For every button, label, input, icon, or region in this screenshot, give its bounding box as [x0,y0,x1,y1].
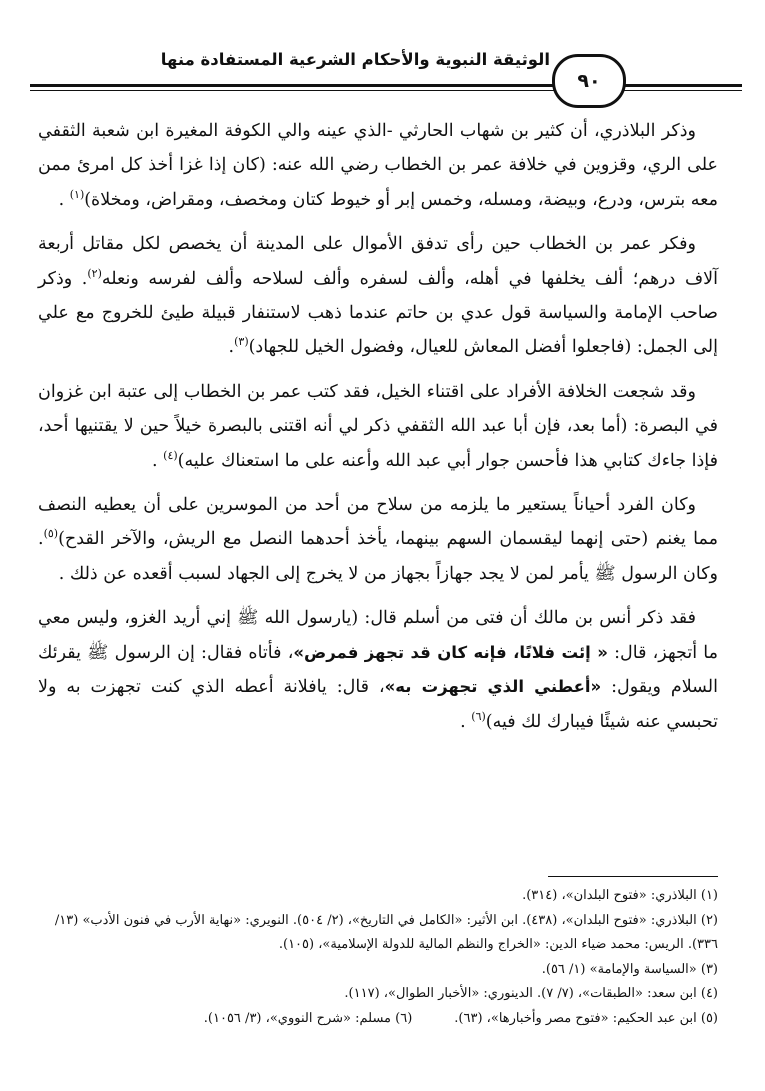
footnote-ref: (٦) [471,709,486,723]
paragraph [38,114,718,217]
footnote-2: (٢) البلاذري: «فتوح البلدان»، (٤٣٨). ابن الأثير: «الكامل في التاريخ»، (٢/ ٥٠٤). النويري: «نهاية الأرب في فنون الأدب» (١٣/ ٣٣٦). الريس: محمد ضياء الدين: «الخراج والنظم المالية للدولة الإسلامية»، (١٠٥). [54,912,718,953]
footnote-4: (٤) ابن سعد: «الطبقات»، (٧/ ٧). الدينوري: «الأخبار الطوال»، (١١٧). [344,986,718,1002]
footnote-ref: (٤) [163,448,178,462]
paragraph-text: وفكر عمر بن الخطاب حين رأى تدفق الأموال على المدينة أن يخصص لكل مقاتل أربعة آلاف درهم؛ ألف يخلفها في أهله، وألف لسفره وألف لسلاحه وألف لفرسه ونعله [38,234,718,289]
footnote-ref: (٢) [87,266,102,280]
paragraph-text: وذكر البلاذري، أن كثير بن شهاب الحارثي -الذي عينه والي الكوفة المغيرة ابن شعبة الثقفي على الري، وقزوين في خلافة عمر بن الخطاب رضي الله عنه: (كان إذا غزا أخذ كل امرئ ممن معه بترس، ودرع، وبيضة، ومسله، وخمس إبر أو خيوط كتان ومخصف، ومقراض، ومخلاة) [38,121,718,210]
footnote-ref: (١) [69,187,85,201]
footnotes [38,884,718,1032]
paragraph-text: . [460,711,472,732]
body-text [38,114,718,739]
footnote-ref: (٣) [234,335,249,349]
paragraph [38,601,718,739]
hadith-quote: «أعطني الذي تجهزت به» [384,677,602,697]
paragraph-text: وقد شجعت الخلافة الأفراد على اقتناء الخيل، فقد كتب عمر بن الخطاب إلى عتبة ابن غزوان في البصرة: (أما بعد، فإن أبا عبد الله الثقفي ذكر لي أنه اقتنى بالبصرة خيلاً حين لا يقتنيها أحد، فإذا جاءك كتابي هذا فأحسن جوار أبي عبد الله وأعنه على ما استعناك عليه) [38,381,718,471]
paragraph-text: . [228,337,235,358]
page-number: ٩٠ [552,54,626,108]
paragraph-text: ، فأتاه فقال: إن الرسول ﷺ يقرئك السلام ويقول: [38,642,718,698]
footnote-row [38,1007,718,1032]
hadith-quote: « إئت فلانًا، فإنه كان قد تجهز فمرض» [293,642,608,662]
paragraph-text: ، قال: يافلانة أعطه الذي كنت تجهزت به ولا تحبسي عنه شيئًا فيبارك لك فيه) [38,677,718,732]
footnote-6: (٦) مسلم: «شرح النووي»، (٣/ ١٠٥٦). [203,1010,413,1026]
footnote-ref: (٥) [43,527,59,541]
header-rule [30,84,560,87]
paragraph-text: . [58,189,70,210]
paragraph-text: وكان الفرد أحياناً يستعير ما يلزمه من سلاح من أحد من الموسرين على أن يعطيه النصف مما يغنم (حتى إنهما ليقسمان السهم بينهما، يأخذ أحدهما النصل مع الريش، والآخر القدح) [38,495,718,550]
header-rule-thin [30,90,560,91]
header-rule-right [620,84,742,87]
paragraph-text: . وكان الرسول ﷺ يأمر لمن لا يجد جهازاً بجهاز من لا يخرج إلى الجهاد لسبب أقعده عن ذلك . [38,529,718,584]
footnote-3: (٣) «السياسة والإمامة» (١/ ٥٦). [541,961,718,977]
page-header [30,40,745,110]
footnote-1: (١) البلاذري: «فتوح البلدان»، (٣١٤). [522,888,718,903]
paragraph [38,375,718,478]
footnote-separator [548,876,718,877]
paragraph [38,227,718,365]
header-rule-right-thin [620,90,742,91]
paragraph-text: . [152,450,164,471]
paragraph-text: . وذكر صاحب الإمامة والسياسة قول عدي بن حاتم عندما ذهب لاستنفار قبيلة طيئ للخروج مع علي إلى الجمل: (فاجعلوا أفضل المعاش للعيال، وفضول الخيل للجهاد) [38,268,718,358]
paragraph [38,488,718,591]
running-title: الوثيقة النبوية والأحكام الشرعية المستفادة منها [160,50,550,69]
footnote-5: (٥) ابن عبد الحكيم: «فتوح مصر وأخبارها»، (٦٣). [454,1010,718,1026]
paragraph-text: فقد ذكر أنس بن مالك أن فتى من أسلم قال: (يارسول الله ﷺ إني أريد الغزو، وليس معي ما أتجهز، قال: [38,608,718,663]
